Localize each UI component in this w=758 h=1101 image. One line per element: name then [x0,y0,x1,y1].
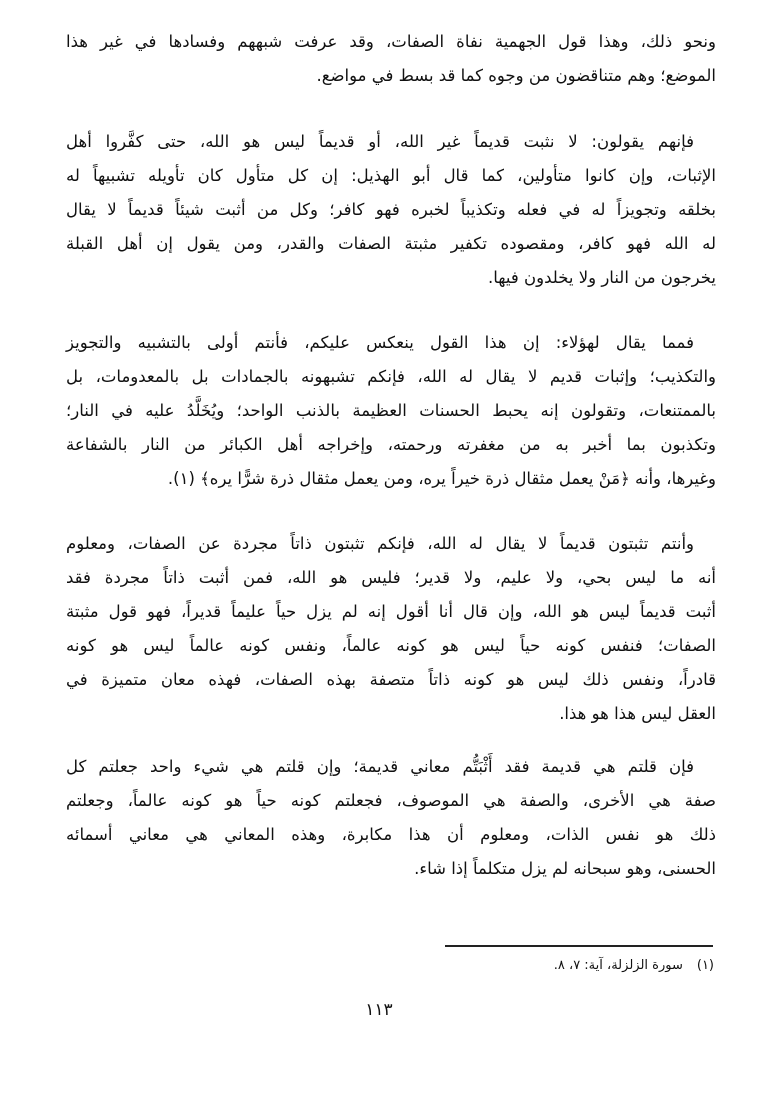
text-line: بخلقه وتجويزاً له في فعله وتكذيباً لخبره فهو كافر؛ وكل من أثبت شيئاً قديماً لا يقال [66,200,716,219]
text-line: صفة هي الأخرى، والصفة هي الموصوف، فجعلتم كونه حياً هو كونه عالماً، وجعلتم [66,791,716,810]
text-line: فإنهم يقولون: لا نثبت قديماً غير الله، أو قديماً ليس هو الله، حتى كفَّروا أهل [66,132,694,151]
text-line: فإن قلتم هي قديمة فقد أَثْبَتُّم معاني قديمة؛ وإن قلتم هي شيء واحد جعلتم كل [66,757,694,776]
text-line: والتكذيب؛ وإثبات قديم لا يقال له الله، فإنكم تشبهونه بالجمادات بل بالمعدومات، بل [66,367,716,386]
text-line: وتكذبون بما أخبر به من مغفرته ورحمته، وإخراجه أهل الكبائر من النار بالشفاعة [66,435,716,454]
text-line: الموضع؛ وهم متناقضون من وجوه كما قد بسط في مواضع. [316,66,716,85]
text-line: الحسنى، وهو سبحانه لم يزل متكلماً إذا شاء. [414,859,716,878]
text-line: وأنتم تثبتون قديماً لا يقال له الله، فإنكم تثبتون ذاتاً مجردة عن الصفات، ومعلوم [66,534,694,553]
text-line: بالممتنعات، وتقولون إنه يحبط الحسنات العظيمة بالذنب الواحد؛ ويُخَلَّدُ عليه في النار؛ [66,401,716,420]
text-line: وغيرها، وأنه ﴿مَنْ يعمل مثقال ذرة خيراً يره، ومن يعمل مثقال ذرة شرًّا يره﴾ (١). [167,469,716,488]
footnote-number: (١) [696,958,714,973]
text-line: له الله فهو كافر، ومقصوده تكفير مثبتة الصفات والقدر، ومن يقول إن أهل القبلة [66,234,716,253]
text-line: ونحو ذلك، وهذا قول الجهمية نفاة الصفات، وقد عرفت شبههم وفسادها في غير هذا [66,32,716,51]
text-line: ذلك هو نفس الذات، ومعلوم أن هذا مكابرة، وهذه المعاني هي معاني أسمائه [66,825,716,844]
text-line: أثبت قديماً ليس هو الله، وإن قال أنا أقول إنه لم يزل حياً عليماً قديراً، فهو قول مثبتة [66,602,716,621]
text-line: فمما يقال لهؤلاء: إن هذا القول ينعكس عليكم، فأنتم أولى بالتشبيه والتجويز [66,333,694,352]
page-number: ١١٣ [365,1000,393,1020]
text-line: الصفات؛ فنفس كونه حياً ليس هو كونه عالماً، ونفس كونه عالماً ليس هو كونه [66,636,716,655]
text-line: قادراً، ونفس ذلك ليس هو كونه ذاتاً متصفة بهذه الصفات، فهذه معان متميزة في [66,670,716,689]
text-line: أنه ما ليس بحي، ولا عليم، ولا قدير؛ فليس هو الله، فمن أثبت ذاتاً مجردة فقد [66,568,716,587]
text-line: العقل ليس هذا هو هذا. [559,704,716,723]
footnote [554,958,714,973]
footnote-divider [445,945,713,947]
text-line: الإثبات، وإن كانوا متأولين، كما قال أبو الهذيل: إن كل متأول كان تأويله تشبيهاً له [66,166,716,185]
text-line: يخرجون من النار ولا يخلدون فيها. [488,268,716,287]
footnote-text: سورة الزلزلة، آية: ٧، ٨. [553,958,683,973]
